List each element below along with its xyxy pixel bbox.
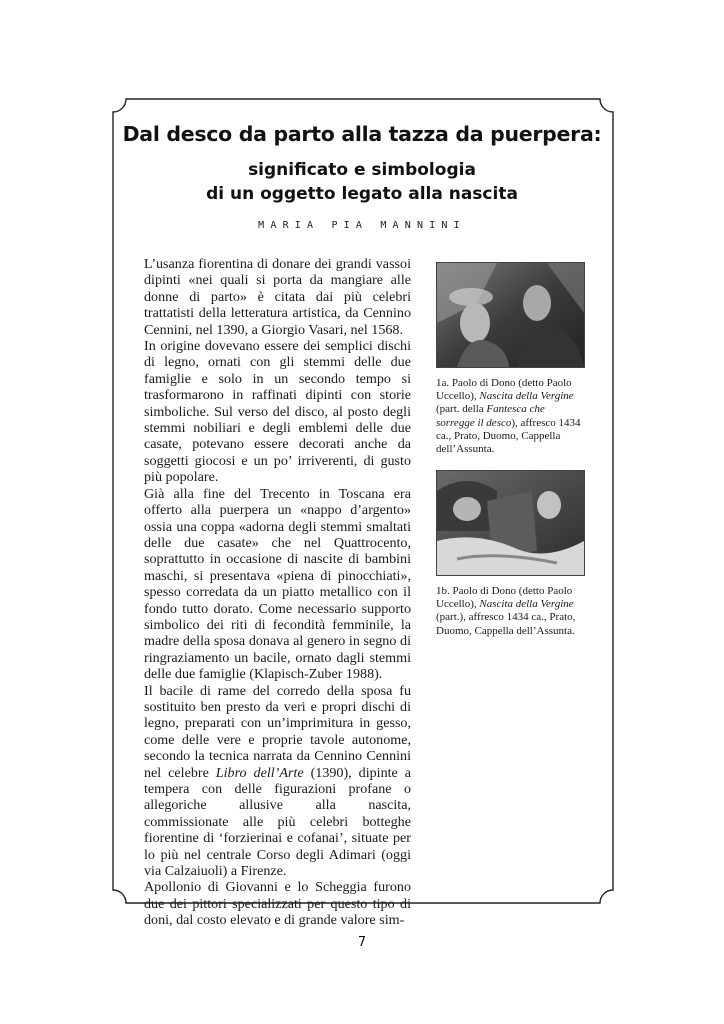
figure-1b-caption: [436, 585, 583, 638]
figure-1b-caption-text-2: (part.), affresco 1434 ca., Prato, Duomo, Cappella dell’Assunta.: [436, 611, 576, 637]
article-title: Dal desco da parto alla tazza da puerpera:: [122, 122, 602, 146]
figure-1b-caption-title: Nascita della Vergine: [479, 598, 574, 611]
figure-1b-caption-text-1: 1b. Paolo di Dono (detto Paolo Uccello),: [436, 585, 573, 611]
figure-1a-caption-title: Nascita della Vergine: [479, 390, 574, 403]
article-body: [144, 256, 411, 929]
figure-1a-caption-text-1: 1a. Paolo di Dono (detto Paolo Uccello),: [436, 377, 572, 403]
paragraph-5: Apollonio di Giovanni e lo Scheggia furono due dei pittori specializzati per questo tipo di doni, dal costo elevato e di grande valore sim-: [144, 879, 411, 929]
paragraph-3: Già alla fine del Trecento in Toscana era offerto alla puerpera un «nappo d’argento» ossia una coppa «adorna degli stemmi smaltati delle due casate» che nel Quattrocento, soprattutto in occasione di nascite di bambini maschi, si presentava «piena di pinocchiati», spesso corredata da un piatto metallico con il fondo tutto dorato. Come necessario supporto simbolico dei riti di fecondità femminile, la madre della sposa donava al genero in segno di ringraziamento un bacile, ornato dagli stemmi delle due famiglie (Klapisch-Zuber 1988).: [144, 485, 411, 683]
paragraph-4-text-a: Il bacile di rame del corredo della sposa fu sostituito ben presto da veri e propri dischi di legno, preparati con un’imprimitura in gesso, come delle vere e proprie tavole autonome, secondo la tecnica narrata da Cennino Cennini nel celebre: [144, 682, 411, 781]
page-number: 7: [357, 935, 367, 950]
subtitle-line-1: significato e simbologia: [248, 160, 476, 180]
figure-1a: [436, 262, 583, 456]
article-subtitle: [120, 158, 604, 206]
figure-1b-image: [436, 470, 585, 576]
paragraph-2: In origine dovevano essere dei semplici dischi di legno, ornati con gli stemmi delle due famiglie e solo in un secondo tempo si trasformarono in raffinati dipinti con storie simboliche. Sul verso del disco, al posto degli stemmi nobiliari e degli emblemi delle due casate, potevano essere decorati anche da soggetti giocosi e un po’ irriverenti, di gusto più popolare.: [144, 338, 411, 486]
figure-1a-caption: [436, 377, 583, 456]
paragraph-1: L’usanza fiorentina di donare dei grandi vassoi dipinti «nei quali si porta da mangiare alle donne di parto» è citata dai più celebri trattatisti della letteratura artistica, da Cennino Cennini, nel 1390, a Giorgio Vasari, nel 1568.: [144, 256, 411, 338]
figure-1a-image: [436, 262, 585, 368]
figure-1b: [436, 470, 583, 638]
author-name: MARIA PIA MANNINI: [258, 220, 466, 231]
figure-1a-caption-text-2: (part. della: [436, 403, 487, 416]
paragraph-4-text-b: (1390), dipinte a tempera con delle figurazioni profane o allegoriche allusive alla nascita, commissionate alle più celebri botteghe fiorentine di ‘forzierinai e cofanai’, situate per lo più nel centrale Corso degli Adimari (oggi via Calzaiuoli) a Firenze.: [144, 764, 411, 880]
subtitle-line-2: di un oggetto legato alla nascita: [206, 184, 518, 204]
paragraph-4: [144, 683, 411, 880]
figure-1a-caption-title-2: Fantesca che sorregge il desco: [436, 403, 545, 429]
figure-1a-caption-text-3: ), affresco 1434 ca., Prato, Duomo, Cappella dell’Assunta.: [436, 416, 581, 456]
book-title: Libro dell’Arte: [215, 764, 304, 781]
